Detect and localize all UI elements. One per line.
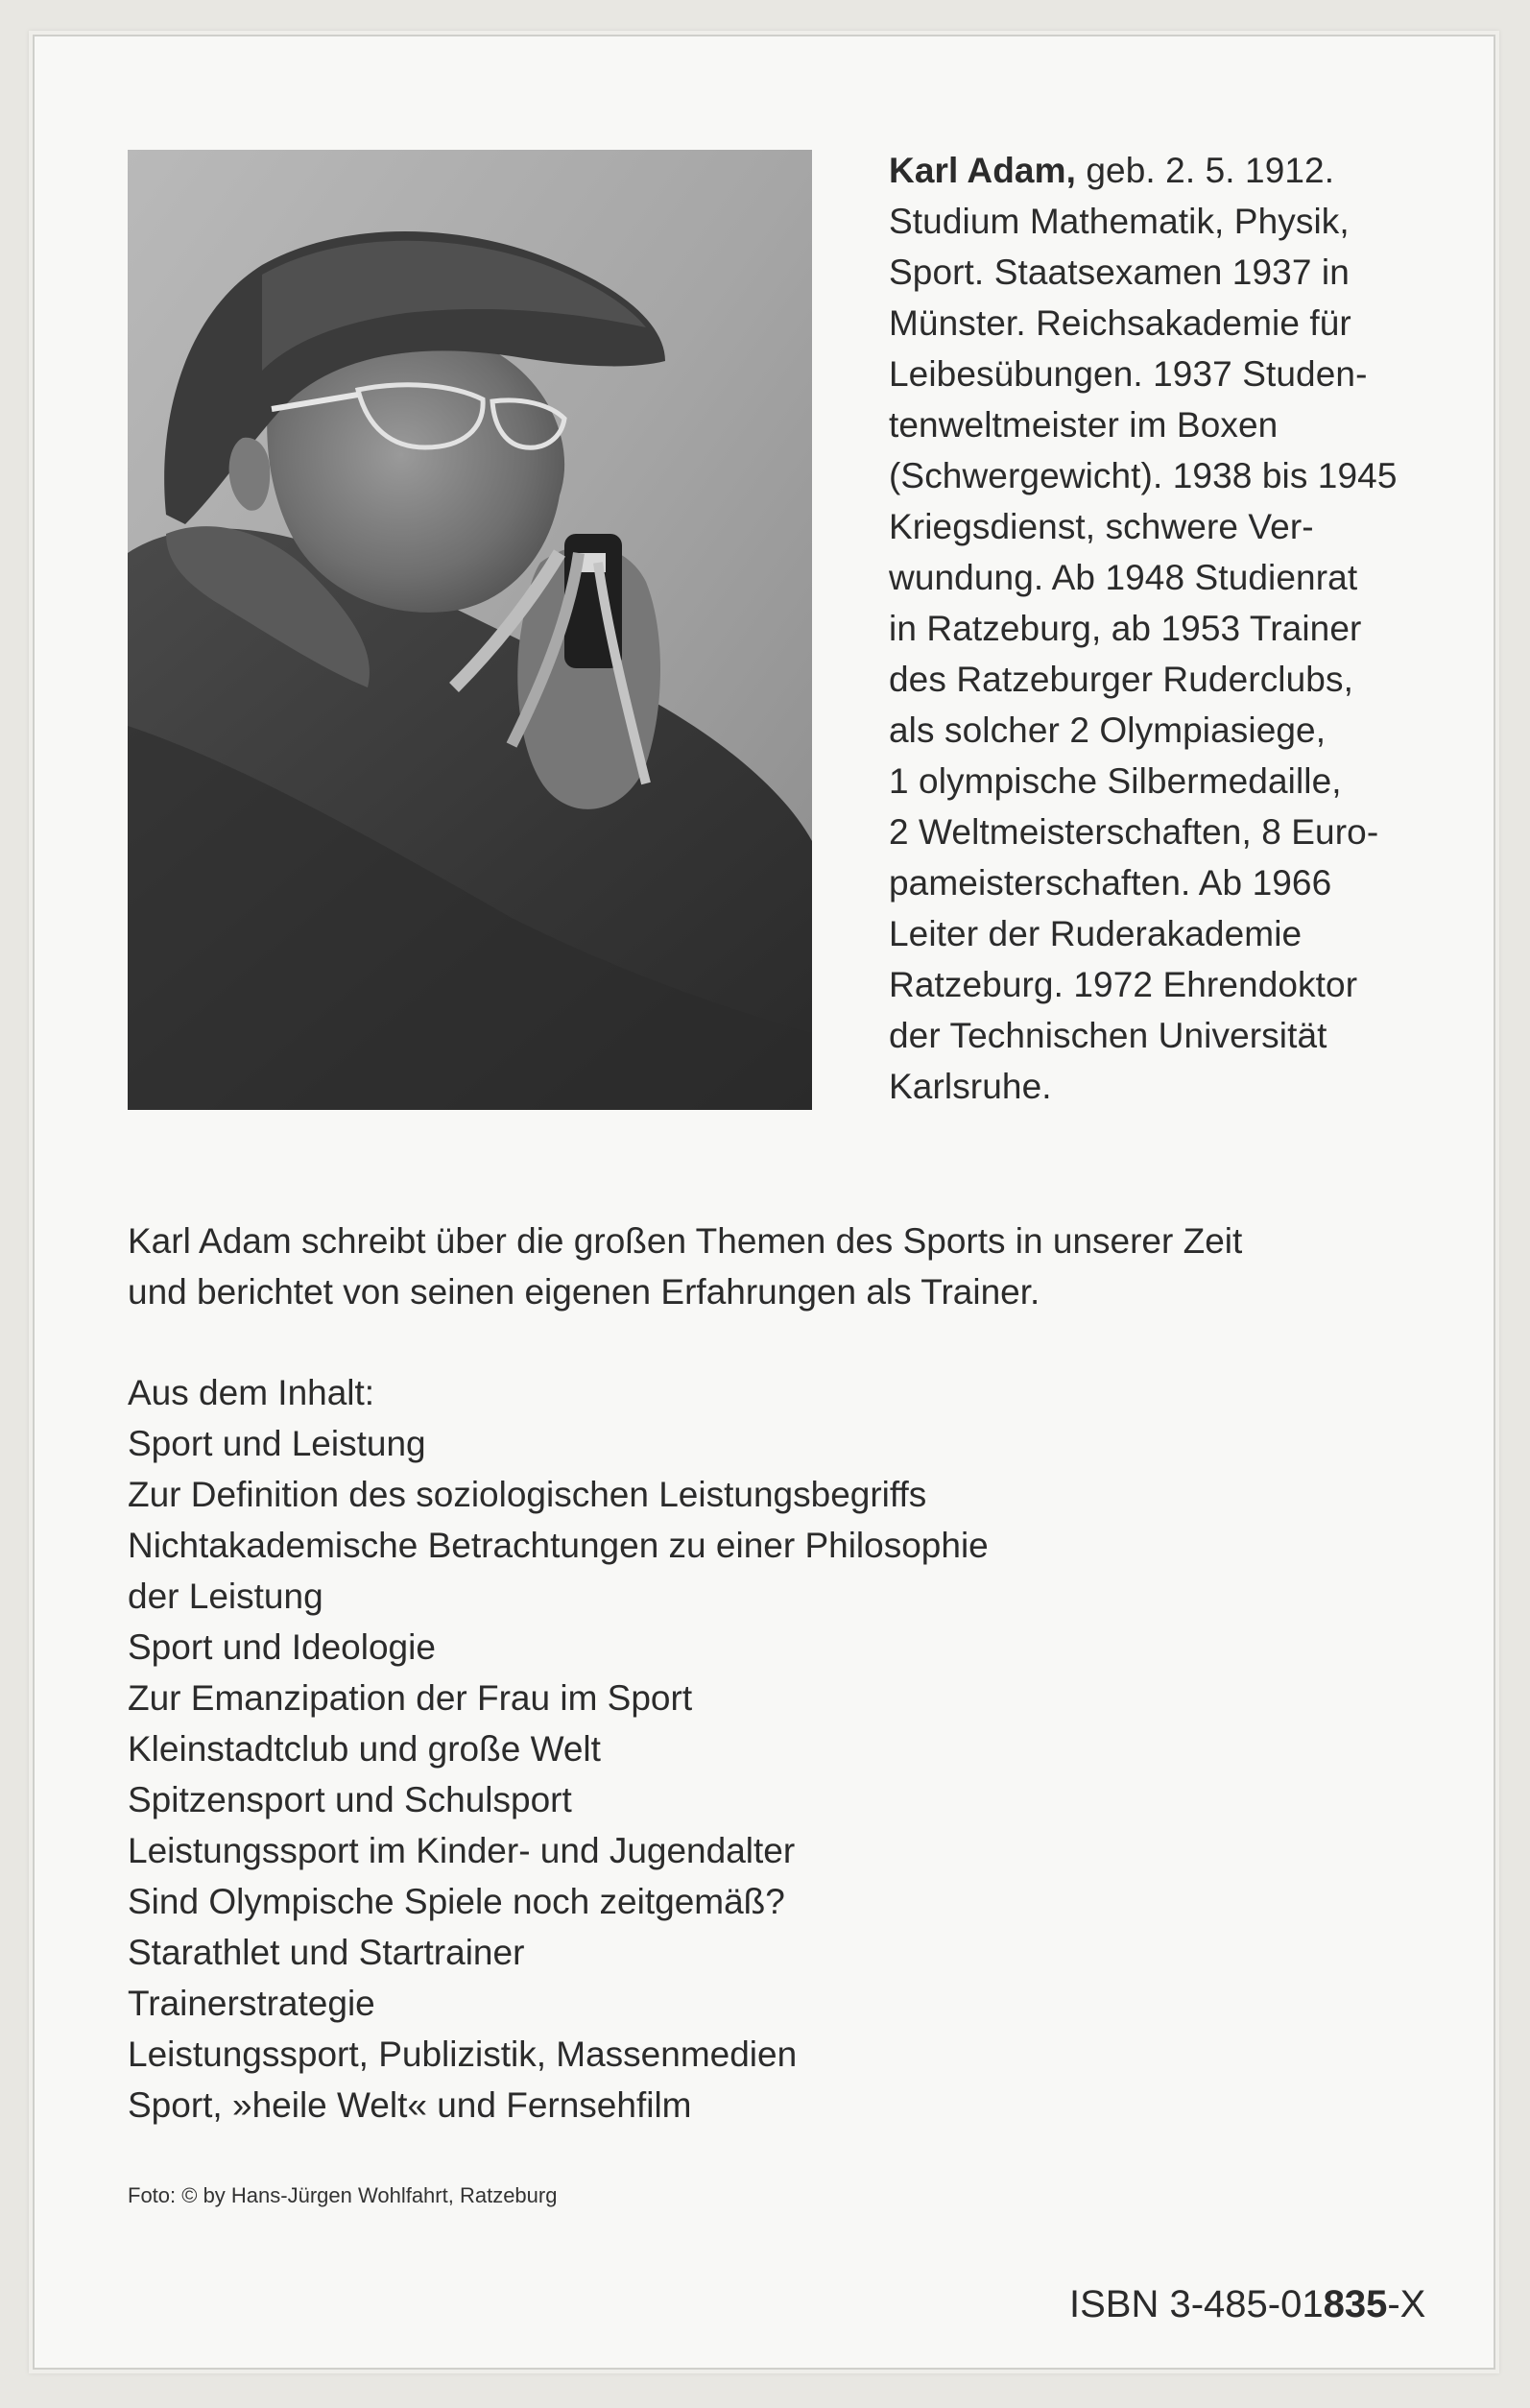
description-line: und berichtet von seinen eigenen Erfahrungen als Trainer. — [128, 1272, 1040, 1312]
author-biography — [889, 145, 1503, 1112]
bio-line: pameisterschaften. Ab 1966 — [889, 863, 1332, 903]
contents-item: Leistungssport im Kinder- und Jugendalter — [128, 1831, 796, 1870]
contents-item: Trainerstrategie — [128, 1984, 375, 2023]
contents-item: Leistungssport, Publizistik, Massenmedien — [128, 2035, 798, 2074]
bio-line: tenweltmeister im Boxen — [889, 405, 1279, 445]
author-portrait-image — [128, 150, 812, 1110]
bio-first-line — [889, 145, 1503, 196]
contents-item: Sport, »heile Welt« und Fernsehfilm — [128, 2085, 692, 2125]
author-photo — [128, 150, 812, 1110]
book-description — [128, 1216, 1500, 1317]
contents-item: Kleinstadtclub und große Welt — [128, 1729, 601, 1769]
bio-line: Sport. Staatsexamen 1937 in — [889, 253, 1350, 292]
bio-line: 1 olympische Silbermedaille, — [889, 761, 1342, 801]
contents-item: Sport und Ideologie — [128, 1627, 436, 1667]
bio-line: Karlsruhe. — [889, 1067, 1052, 1106]
table-of-contents — [128, 1367, 1500, 2131]
contents-item: Sind Olympische Spiele noch zeitgemäß? — [128, 1882, 785, 1921]
contents-heading: Aus dem Inhalt: — [128, 1373, 375, 1412]
bio-line: geb. 2. 5. 1912. — [1075, 151, 1335, 190]
isbn-bold-digits: 835 — [1323, 2283, 1388, 2325]
contents-item: der Leistung — [128, 1577, 323, 1616]
contents-item: Sport und Leistung — [128, 1424, 426, 1463]
bio-line: Leibesübungen. 1937 Studen- — [889, 354, 1368, 394]
photo-credit: Foto: © by Hans-Jürgen Wohlfahrt, Ratzeburg — [128, 2183, 558, 2207]
bio-line: Leiter der Ruderakademie — [889, 914, 1303, 953]
isbn-prefix: ISBN 3-485-01 — [1069, 2283, 1324, 2325]
description-line: Karl Adam schreibt über die großen Themen des Sports in unserer Zeit — [128, 1221, 1243, 1261]
bio-line: Kriegsdienst, schwere Ver- — [889, 507, 1314, 546]
author-name: Karl Adam, — [889, 151, 1076, 190]
contents-item: Nichtakademische Betrachtungen zu einer Philosophie — [128, 1526, 989, 1565]
bio-line: (Schwergewicht). 1938 bis 1945 — [889, 456, 1398, 495]
isbn-suffix: -X — [1387, 2283, 1426, 2325]
bio-line: Ratzeburg. 1972 Ehrendoktor — [889, 965, 1358, 1004]
contents-item: Zur Definition des soziologischen Leistungsbegriffs — [128, 1475, 927, 1514]
bio-line: des Ratzeburger Ruderclubs, — [889, 660, 1353, 699]
bio-line: Münster. Reichsakademie für — [889, 303, 1351, 343]
isbn-number — [1069, 2283, 1425, 2326]
bio-line: wundung. Ab 1948 Studienrat — [889, 558, 1358, 597]
bio-line: der Technischen Universität — [889, 1016, 1327, 1055]
contents-item: Zur Emanzipation der Frau im Sport — [128, 1678, 693, 1718]
contents-item: Starathlet und Startrainer — [128, 1933, 525, 1972]
bio-line: als solcher 2 Olympiasiege, — [889, 710, 1327, 750]
bio-line: Studium Mathematik, Physik, — [889, 202, 1350, 241]
book-back-cover — [33, 35, 1495, 2370]
bio-line: 2 Weltmeisterschaften, 8 Euro- — [889, 812, 1379, 852]
contents-item: Spitzensport und Schulsport — [128, 1780, 572, 1819]
bio-line: in Ratzeburg, ab 1953 Trainer — [889, 609, 1362, 648]
